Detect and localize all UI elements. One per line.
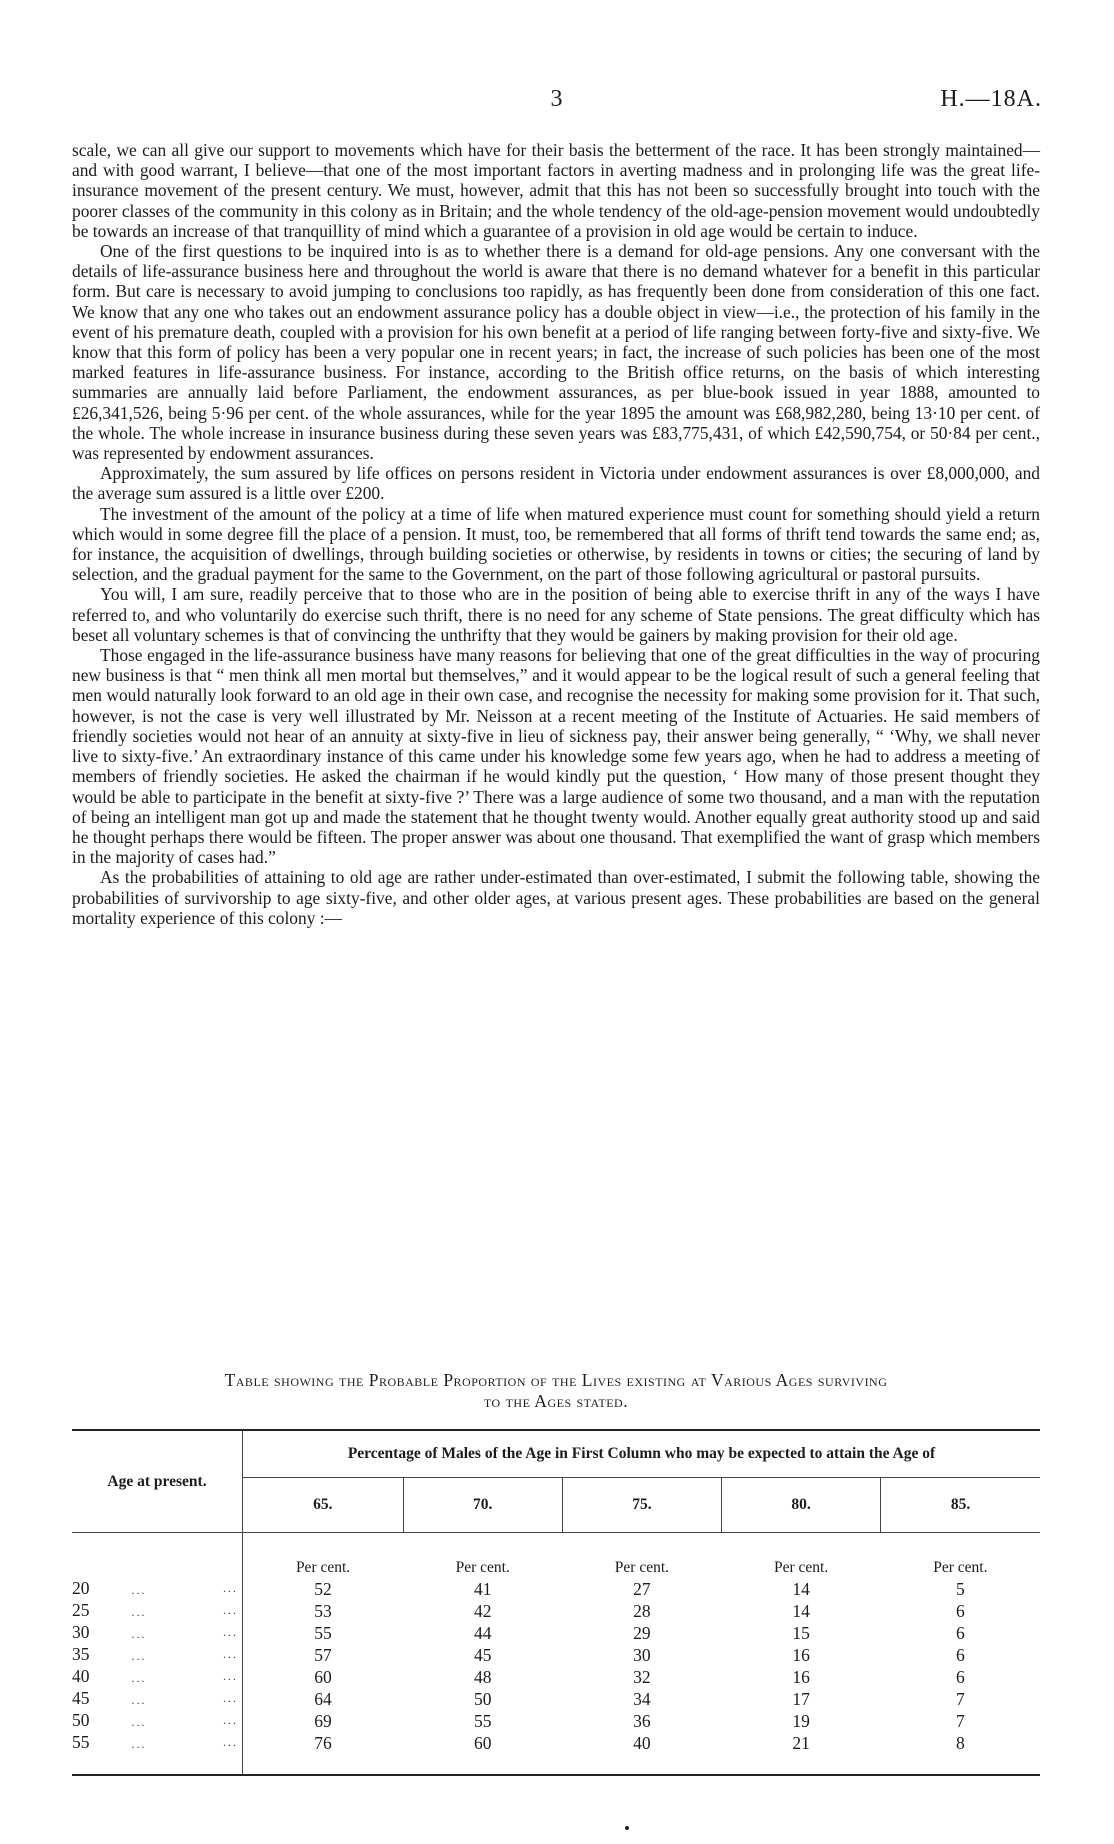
table-cell: 6 bbox=[955, 1645, 965, 1665]
leader-dots: ... bbox=[223, 1603, 238, 1617]
table-cell: 55 bbox=[473, 1711, 492, 1731]
column-header-80: 80. bbox=[722, 1478, 881, 1533]
leader-dots: ... bbox=[131, 1671, 147, 1685]
leader-dots: ... bbox=[223, 1713, 238, 1727]
table-cell: 6 bbox=[955, 1667, 965, 1687]
column-header-85: 85. bbox=[881, 1478, 1040, 1533]
leader-dots: ... bbox=[131, 1627, 147, 1641]
unit-label: Per cent. bbox=[933, 1559, 988, 1576]
leader-dots: ... bbox=[131, 1649, 147, 1663]
paragraph: scale, we can all give our support to movements which have for their basis the betterment of the race. It has been strongly maintained—and with good warrant, I believe—that one of the most important factors in averting madness and in prolonging life was the great life-insurance movement of the present century. We must, however, admit that this has not been so successfully brought into touch with the poorer classes of the community in this colony as in Britain; and the whole tendency of the old-age-pension movement would undoubtedly be towards an increase of that tranquillity of mind which a guarantee of a provision in old age would be certain to induce. bbox=[72, 140, 1040, 241]
leader-dots: ... bbox=[131, 1693, 147, 1707]
leader-dots: ... bbox=[223, 1669, 238, 1683]
padding-cell bbox=[243, 1754, 404, 1775]
table-cell: 17 bbox=[792, 1689, 810, 1709]
age-cell bbox=[72, 1600, 243, 1622]
age-value: 35 bbox=[72, 1644, 90, 1664]
table-cell: 21 bbox=[792, 1733, 810, 1753]
age-cell bbox=[72, 1732, 243, 1754]
percentage-span-header: Percentage of Males of the Age in First Column who may be expected to attain the Age of bbox=[243, 1430, 1041, 1478]
age-cell bbox=[72, 1644, 243, 1666]
table-cell: 40 bbox=[633, 1733, 651, 1753]
table-cell: 55 bbox=[314, 1623, 332, 1643]
paragraph: Approximately, the sum assured by life offices on persons resident in Victoria under endowment assurances is over £8,000,000, and the average sum assured is a little over £200. bbox=[72, 463, 1040, 504]
padding-cell bbox=[562, 1754, 721, 1775]
age-value: 25 bbox=[72, 1600, 90, 1620]
padding-cell bbox=[72, 1754, 243, 1775]
table-cell: 44 bbox=[473, 1623, 492, 1643]
column-header-70: 70. bbox=[403, 1478, 562, 1533]
table-caption bbox=[72, 1370, 1040, 1412]
leader-dots: ... bbox=[131, 1605, 147, 1619]
unit-label: Per cent. bbox=[455, 1559, 510, 1576]
padding-cell bbox=[881, 1754, 1040, 1775]
age-cell bbox=[72, 1578, 243, 1600]
age-value: 30 bbox=[72, 1622, 90, 1642]
table-cell: 34 bbox=[633, 1689, 651, 1709]
table-row bbox=[72, 1688, 1040, 1710]
age-cell bbox=[72, 1710, 243, 1732]
leader-dots: ... bbox=[223, 1625, 238, 1639]
table-row bbox=[72, 1644, 1040, 1666]
table-cell: 48 bbox=[473, 1667, 492, 1687]
age-cell bbox=[72, 1688, 243, 1710]
table-row bbox=[72, 1600, 1040, 1622]
table-cell: 36 bbox=[633, 1711, 651, 1731]
table-cell: 7 bbox=[955, 1689, 965, 1709]
table-caption-line: to the Ages stated. bbox=[483, 1391, 629, 1411]
page-header bbox=[72, 86, 1042, 116]
column-header-75: 75. bbox=[562, 1478, 721, 1533]
table-row bbox=[72, 1710, 1040, 1732]
paragraph: Those engaged in the life-assurance business have many reasons for believing that one of the great difficulties in the way of procuring new business is that “ men think all men mortal but themselves,” and it would appear to be the logical result of such a general feeling that men would naturally look forward to an old age in their own case, and recognise the necessity for making some provision for it. That such, however, is not the case is very well illustrated by Mr. Neisson at a recent meeting of the Institute of Actuaries. He said members of friendly societies would not hear of an annuity at sixty-five in lieu of sickness pay, their answer being generally, “ ‘Why, we shall never live to sixty-five.’ An extraordinary instance of this came under his knowledge some few years ago, when he had to address a meeting of members of friendly societies. He asked the chairman if he would kindly put the question, ‘ How many of those present thought they would be able to participate in the benefit at sixty-five ?’ There was a large audience of some two thousand, and a man with the reputation of being an intelligent man got up and made the statement that he thought twenty would. Another equally great authority stood up and said he thought perhaps there would be fifteen. The proper answer was about one thousand. That exemplified the want of grasp which members in the majority of cases had.” bbox=[72, 645, 1040, 868]
leader-dots: ... bbox=[223, 1647, 238, 1661]
table-row bbox=[72, 1578, 1040, 1600]
table-cell: 30 bbox=[633, 1645, 651, 1665]
paragraph: As the probabilities of attaining to old age are rather under-estimated than over-estimated, I submit the following table, showing the probabilities of survivorship to age sixty-five, and other older ages, at various present ages. These probabilities are based on the general mortality experience of this colony :— bbox=[72, 867, 1040, 928]
table-cell: 6 bbox=[955, 1623, 965, 1643]
column-header-65: 65. bbox=[243, 1478, 404, 1533]
unit-row-age-cell bbox=[72, 1533, 243, 1579]
table-cell: 16 bbox=[792, 1667, 810, 1687]
table-cell: 28 bbox=[633, 1601, 651, 1621]
table-cell: 15 bbox=[792, 1623, 810, 1643]
table-caption-line: Table showing the Probable Proportion of the Lives existing at Various Ages surviving bbox=[224, 1370, 888, 1390]
paragraph: The investment of the amount of the policy at a time of life when matured experience must count for something should yield a return which would in some degree fill the place of a pension. It must, too, be remembered that all forms of thrift tend towards the same end; as, for instance, the acquisition of dwellings, through building societies or otherwise, by residents in towns or cities; the securing of land by selection, and the gradual payment for the same to the Government, on the part of those following agricultural or pastoral pursuits. bbox=[72, 503, 1040, 585]
leader-dots: ... bbox=[223, 1581, 238, 1595]
age-column-header: Age at present. bbox=[72, 1430, 243, 1533]
table-cell: 8 bbox=[955, 1733, 965, 1753]
table-cell: 52 bbox=[314, 1579, 332, 1599]
age-cell bbox=[72, 1622, 243, 1644]
table-cell: 64 bbox=[314, 1689, 332, 1709]
paragraph: One of the first questions to be inquired into is as to whether there is a demand for old-age pensions. Any one conversant with the details of life-assurance business here and throughout the world is aware that there is no demand whatever for a benefit in this particular form. But care is necessary to avoid jumping to conclusions too rapidly, as has frequently been done from consideration of this one fact. We know that any one who takes out an endowment assurance policy has a double object in view—i.e., the protection of his family in the event of his premature death, coupled with a provision for his own benefit at a period of life ranging between forty-five and sixty-five. We know that this form of policy has been a very popular one in recent years; in fact, the increase of such policies has been one of the most marked features in life-assurance business. For instance, according to the British office returns, on the basis of which interesting summaries are annually laid before Parliament, the endowment assurances, as per blue-book issued in year 1888, amounted to £26,341,526, being 5·96 per cent. of the whole assurances, while for the year 1895 the amount was £68,982,280, being 13·10 per cent. of the whole. The whole increase in insurance business during these seven years was £83,775,431, of which £42,590,754, or 50·84 per cent., was represented by endowment assurances. bbox=[72, 241, 1040, 464]
padding-cell bbox=[722, 1754, 881, 1775]
document-reference: H.—18A. bbox=[940, 86, 1042, 112]
table-cell: 14 bbox=[792, 1579, 810, 1599]
table-cell: 19 bbox=[792, 1711, 810, 1731]
unit-label: Per cent. bbox=[614, 1559, 670, 1576]
table-body bbox=[72, 1533, 1040, 1776]
table-row bbox=[72, 1666, 1040, 1688]
probability-table bbox=[72, 1429, 1040, 1776]
unit-label: Per cent. bbox=[774, 1559, 829, 1576]
padding-cell bbox=[403, 1754, 562, 1775]
table-row bbox=[72, 1622, 1040, 1644]
page-number: 3 bbox=[550, 86, 564, 112]
unit-row bbox=[72, 1533, 1040, 1579]
leader-dots: ... bbox=[131, 1583, 147, 1597]
table-cell: 16 bbox=[792, 1645, 810, 1665]
age-value: 50 bbox=[72, 1710, 90, 1730]
table-cell: 60 bbox=[473, 1733, 492, 1753]
table-cell: 50 bbox=[473, 1689, 492, 1709]
leader-dots: ... bbox=[223, 1691, 238, 1705]
table-cell: 32 bbox=[633, 1667, 651, 1687]
leader-dots: ... bbox=[223, 1735, 238, 1749]
table-cell: 5 bbox=[955, 1579, 965, 1599]
probability-table-wrapper bbox=[72, 1429, 1040, 1776]
body-text bbox=[72, 140, 1040, 928]
table-cell: 14 bbox=[792, 1601, 810, 1621]
table-cell: 60 bbox=[314, 1667, 332, 1687]
table-cell: 7 bbox=[955, 1711, 965, 1731]
age-cell bbox=[72, 1666, 243, 1688]
paragraph: You will, I am sure, readily perceive that to those who are in the position of being able to exercise thrift in any of the ways I have referred to, and who voluntarily do exercise such thrift, there is no need for any scheme of State pensions. The great difficulty which has beset all voluntary schemes is that of convincing the unthrifty that they would be gainers by making provision for their old age. bbox=[72, 584, 1040, 645]
leader-dots: ... bbox=[131, 1737, 147, 1751]
table-bottom-padding bbox=[72, 1754, 1040, 1775]
table-cell: 45 bbox=[473, 1645, 492, 1665]
age-value: 20 bbox=[72, 1578, 90, 1598]
age-value: 45 bbox=[72, 1688, 90, 1708]
table-cell: 76 bbox=[314, 1733, 332, 1753]
table-row bbox=[72, 1732, 1040, 1754]
table-cell: 53 bbox=[314, 1601, 332, 1621]
table-cell: 27 bbox=[633, 1579, 651, 1599]
table-cell: 29 bbox=[633, 1623, 651, 1643]
age-value: 55 bbox=[72, 1732, 90, 1752]
table-cell: 69 bbox=[314, 1711, 332, 1731]
unit-label: Per cent. bbox=[295, 1559, 351, 1576]
table-cell: 57 bbox=[314, 1645, 332, 1665]
leader-dots: ... bbox=[131, 1715, 147, 1729]
table-cell: 6 bbox=[955, 1601, 965, 1621]
stray-ink-dot bbox=[625, 1826, 629, 1830]
age-value: 40 bbox=[72, 1666, 90, 1686]
table-cell: 42 bbox=[473, 1601, 492, 1621]
table-cell: 41 bbox=[473, 1579, 492, 1599]
